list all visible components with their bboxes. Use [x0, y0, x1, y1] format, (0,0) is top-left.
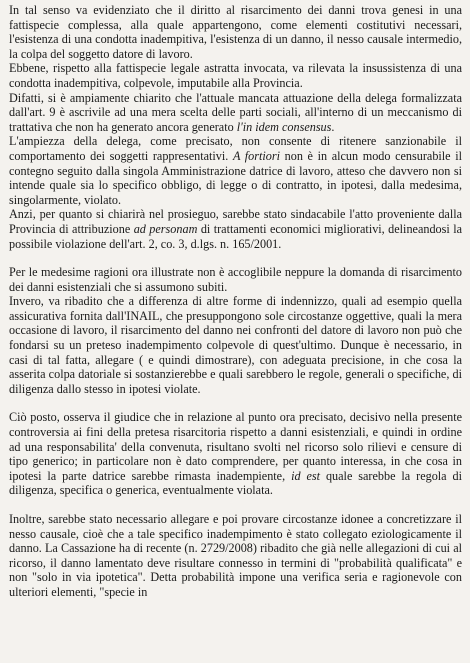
paragraph [9, 294, 462, 396]
paragraph-gap [9, 251, 462, 265]
italic-phrase: ad personam [133, 221, 198, 236]
italic-phrase: id est [291, 468, 321, 483]
paragraph [9, 207, 462, 251]
text-run: Difatti, si è ampiamente chiarito che l'attuale mancata attuazione della delega formalizzata dall'art. 9 è ascrivile ad una mera scelta delle parti sociali, all'interno di un meccanismo di trattativa che non ha generato ancora generato [9, 90, 462, 134]
text-run: Ebbene, rispetto alla fattispecie legale astratta invocata, va rilevata la insussistenza di una condotta inadempitiva, colpevole, imputabile alla Provincia. [9, 61, 462, 90]
text-run: non è in alcun modo censurabile il contegno seguito dalla singola Amministrazione datrice di lavoro, atteso che davvero non si intende quale sia lo specifico obbligo, di legge o di contratto, in ipotesi, dalla medesima, singolarmente, violato. [9, 148, 462, 207]
paragraph [9, 61, 462, 90]
paragraph-gap [9, 396, 462, 410]
paragraph [9, 134, 462, 207]
text-run: di trattamenti economici migliorativi, delineandosi la possibile violazione dell'art. 2, co. 3, d.lgs. n. 165/2001. [9, 221, 462, 251]
paragraph [9, 3, 462, 61]
paragraph [9, 91, 462, 135]
italic-phrase: A fortiori [232, 148, 281, 163]
text-run: quale sarebbe la regola di diligenza, specifica o generica, eventualmente violata. [9, 468, 462, 498]
paragraph [9, 512, 462, 600]
paragraph-gap [9, 498, 462, 512]
text-run: Ciò posto, osserva il giudice che in relazione al punto ora precisato, decisivo nella presente controversia ai fini della pretesa risarcitoria rispetto a danni esistenziali, e quindi in ordine ad una responsabilita' della convenuta, risultano svolti nel ricorso solo rilievi e censure di tipo generico; in particolare non è dato comprendere, per quanto interessa, in che cosa in ipotesi la parte datrice sarebbe rimasta inadempiente, [9, 410, 462, 483]
text-run: In tal senso va evidenziato che il diritto al risarcimento dei danni trova genesi in una fattispecie complessa, alla quale appartengono, come elementi costitutivi necessari, l'esistenza di una condotta inadempitiva, l'esistenza di un danno, il nesso causale intermedio, la colpa del soggetto datore di lavoro. [9, 3, 462, 61]
text-run: L'ampiezza della delega, come precisato, non consente di ritenere sanzionabile il comportamento dei soggetti rappresentativi. [9, 134, 462, 163]
text-run: Anzi, per quanto si chiarirà nel prosieguo, sarebbe stato sindacabile l'atto proveniente dalla Provincia di attribuzione [9, 207, 462, 236]
text-run: Per le medesime ragioni ora illustrate non è accoglibile neppure la domanda di risarcimento dei danni esistenziali che si assumono subiti. [9, 265, 462, 294]
text-run: Invero, va ribadito che a differenza di altre forme di indennizzo, quali ad esempio quella assicurativa fornita dall'INAIL, che presuppongono sole circostanze oggettive, quali la mera occasione di lavoro, il risarcimento del danno nei confronti del datore di lavoro non può che fondarsi su un preteso inadempimento colpevole di quest'ultimo. Dunque è necessario, in casi di tal fatta, allegare ( e quindi dimostrare), con adeguata precisione, in che cosa la asserita colpa datoriale si sostanzierebbe e quali sarebbero le regole, generali o specifiche, di diligenza dallo stesso in ipotesi violate. [9, 294, 462, 396]
paragraph [9, 410, 462, 498]
text-run: Inoltre, sarebbe stato necessario allegare e poi provare circostanze idonee a concretizzare il nesso causale, cioè che a tale specifico inadempimento è stato collegato eziologicamente il danno. La Cassazione ha di recente (n. 2729/2008) ribadito che già nelle allegazioni di cui al ricorso, il danno lamentato deve risultare connesso in termini di "probabilità qualificata" e non "solo in via ipotetica". Detta probabilità impone una verifica seria e ragionevole con ulteriori elementi, "specie in [9, 512, 462, 599]
italic-phrase: l'in idem consensus [236, 119, 332, 134]
text-run: . [331, 119, 335, 134]
paragraph [9, 265, 462, 294]
